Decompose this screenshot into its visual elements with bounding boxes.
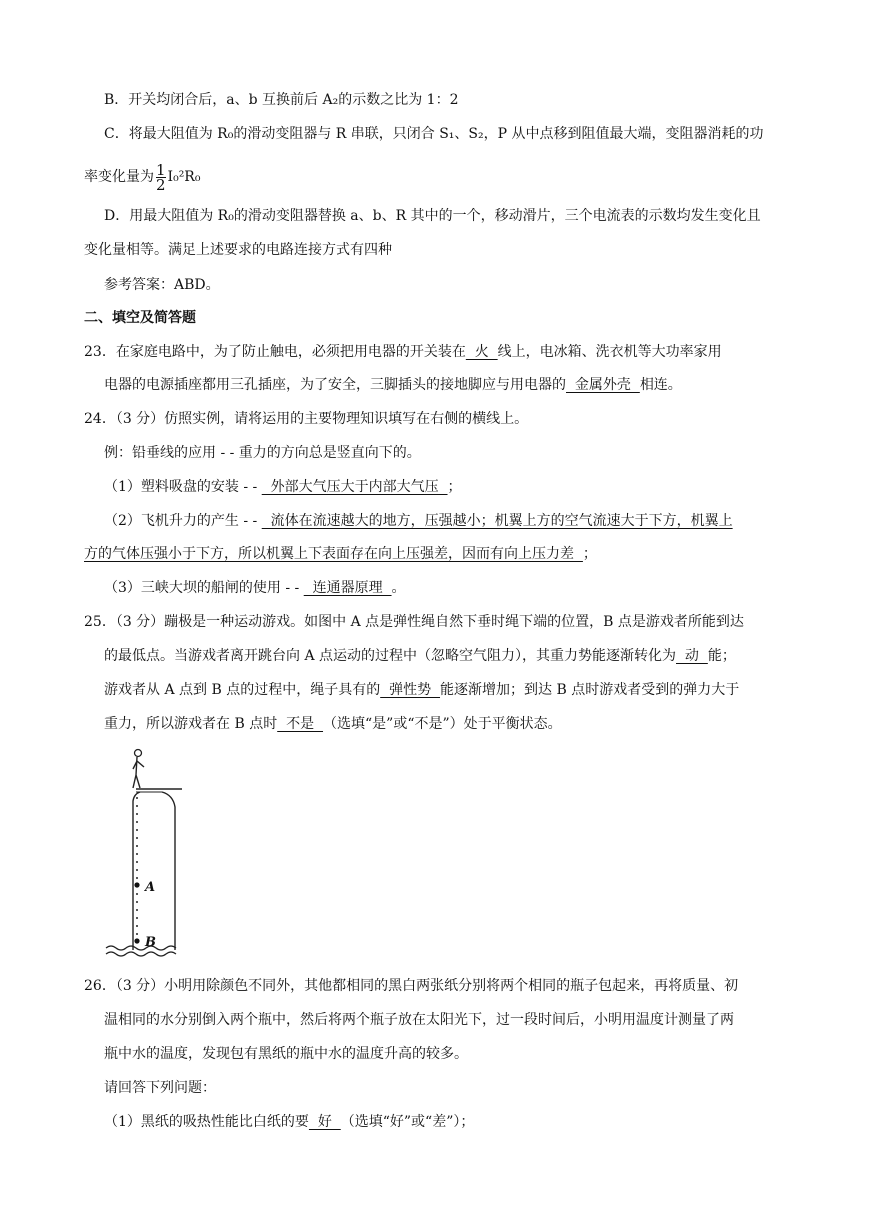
q25-blank-1: 动 <box>676 648 708 664</box>
q25-text-d: 能逐渐增加；到达 B 点时游戏者受到的弹力大于 <box>440 682 740 698</box>
q24-blank-3: 连通器原理 <box>303 580 392 596</box>
point-a <box>134 882 139 887</box>
q24-part3-end: 。 <box>391 580 406 596</box>
q24-blank-1: 外部大气压大于内部大气压 <box>261 479 448 495</box>
q25-line4 <box>104 715 562 733</box>
q26-part1 <box>104 1113 474 1131</box>
q24-intro: 24．（3 分）仿照实例，请将运用的主要物理知识填写在右侧的横线上。 <box>84 411 529 427</box>
cliff-right-edge <box>162 792 175 950</box>
q25-line1: 25．（3 分）蹦极是一种运动游戏。如图中 A 点是弹性绳自然下垂时绳下端的位置，B 点是游戏者所能到达 <box>84 614 744 630</box>
q22-option-c-line1: C．将最大阻值为 R₀的滑动变阻器与 R 串联，只闭合 S₁、S₂，P 从中点移到阻值最大端，变阻器消耗的功 <box>104 126 764 142</box>
bungee-figure <box>100 745 190 960</box>
q24-blank-2b: 方的气体压强小于下方，所以机翼上下表面存在向上压强差，因而有向上压力差 <box>84 546 583 562</box>
q25-text-a: 的最低点。当游戏者离开跳台向 A 点运动的过程中（忽略空气阻力），其重力势能逐渐转化为 <box>104 648 677 664</box>
q23-line1 <box>84 343 722 361</box>
q23-text-c: 电器的电源插座都用三孔插座，为了安全，三脚插头的接地脚应与用电器的 <box>104 377 566 393</box>
q25-blank-2: 弹性势 <box>380 682 441 698</box>
q24-part3 <box>104 579 406 597</box>
q24-part2-line1 <box>104 512 733 530</box>
q24-part3-label: （3）三峡大坝的船闸的使用 - - <box>104 580 304 596</box>
q24-example: 例：铅垂线的应用 - - 重力的方向总是竖直向下的。 <box>104 445 421 461</box>
label-b: B <box>145 935 156 950</box>
fraction <box>156 160 166 194</box>
q24-blank-2a: 流体在流速越大的地方，压强越小；机翼上方的空气流速大于下方，机翼上 <box>261 513 733 529</box>
fraction-numerator: 1 <box>156 160 166 179</box>
q24-part2-end: ； <box>582 546 597 562</box>
q23-line2 <box>104 376 682 394</box>
q26-part1-end: （选填“好”或“差”）； <box>340 1114 475 1130</box>
q24-part1 <box>104 478 462 496</box>
q25-line2 <box>104 647 736 665</box>
q23-blank-2: 金属外壳 <box>566 377 640 393</box>
q23-text-a: 23．在家庭电路中，为了防止触电，必须把用电器的开关装在 <box>84 344 466 360</box>
q22-option-c-line2 <box>84 160 200 194</box>
q25-line3 <box>104 681 739 699</box>
q26-blank-1: 好 <box>308 1114 341 1130</box>
q26-line2: 温相同的水分别倒入两个瓶中，然后将两个瓶子放在太阳光下，过一段时间后，小明用温度计测量了两 <box>104 1012 734 1028</box>
q24-part1-label: （1）塑料吸盘的安装 - - <box>104 479 262 495</box>
q26-part1-label: （1）黑纸的吸热性能比白纸的要 <box>104 1114 309 1130</box>
q25-text-b: 能； <box>707 648 736 664</box>
label-a: A <box>145 880 156 895</box>
jumper-body-icon <box>133 757 144 788</box>
q25-text-f: （选填“是”或“不是”）处于平衡状态。 <box>323 716 562 732</box>
point-b <box>134 938 139 943</box>
q25-blank-3: 不是 <box>277 716 324 732</box>
fraction-denominator: 2 <box>156 175 166 194</box>
q26-line4: 请回答下列问题： <box>104 1080 216 1096</box>
q22-option-c-formula: I₀²R₀ <box>167 169 201 185</box>
q23-text-d: 相连。 <box>639 377 682 393</box>
water-wave-2 <box>106 952 176 956</box>
q22-option-d-line2: 变化量相等。满足上述要求的电路连接方式有四种 <box>84 242 392 258</box>
water-wave-1 <box>106 946 176 950</box>
q22-option-d-line1: D．用最大阻值为 R₀的滑动变阻器替换 a、b、R 其中的一个，移动滑片，三个电流表的示数均发生变化且 <box>104 208 761 224</box>
q25-text-c: 游戏者从 A 点到 B 点的过程中，绳子具有的 <box>104 682 381 698</box>
q23-blank-1: 火 <box>465 344 498 360</box>
q24-part1-end: ； <box>447 479 462 495</box>
q22-option-c-text: 率变化量为 <box>84 169 154 185</box>
jumper-head-icon <box>135 750 142 757</box>
q25-text-e: 重力，所以游戏者在 B 点时 <box>104 716 278 732</box>
q22-option-b: B．开关均闭合后，a、b 互换前后 A₂的示数之比为 1：2 <box>104 92 459 108</box>
q23-text-b: 线上，电冰箱、洗衣机等大功率家用 <box>497 344 722 360</box>
q24-part2-line2 <box>84 545 597 563</box>
q22-answer: 参考答案：ABD。 <box>104 277 220 293</box>
q26-line1: 26．（3 分）小明用除颜色不同外，其他都相同的黑白两张纸分别将两个相同的瓶子包起来，再将质量、初 <box>84 978 739 994</box>
section-title: 二、填空及简答题 <box>84 310 196 326</box>
q26-line3: 瓶中水的温度，发现包有黑纸的瓶中水的温度升高的较多。 <box>104 1046 468 1062</box>
q24-part2-label: （2）飞机升力的产生 - - <box>104 513 262 529</box>
